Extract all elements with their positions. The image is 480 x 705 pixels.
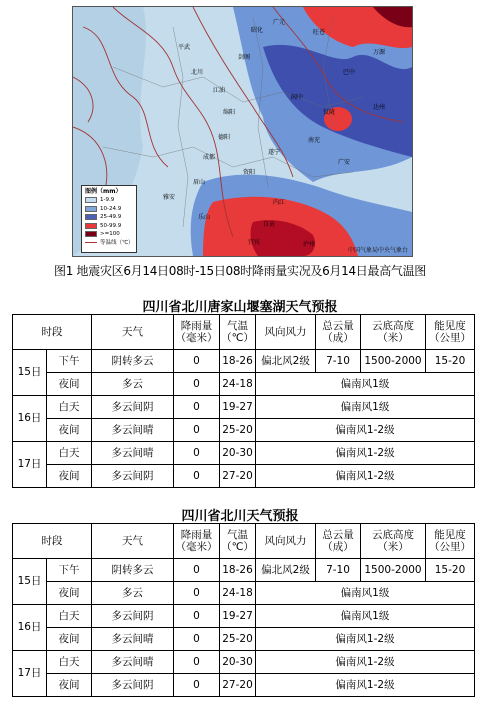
city-label: 江油	[213, 87, 226, 94]
temp-cell: 25-20	[220, 419, 256, 442]
table-title: 四川省北川唐家山堰塞湖天气预报	[142, 300, 338, 315]
wind-cell: 偏南风1级	[256, 396, 475, 419]
period-cell: 白天	[47, 442, 92, 465]
city-label: 绵阳	[223, 109, 236, 116]
period-cell: 夜间	[47, 465, 92, 488]
period-cell: 下午	[47, 350, 92, 373]
date-cell: 16日	[13, 396, 47, 442]
wind-cell: 偏南风1-2级	[256, 419, 475, 442]
city-label: 旺苍	[313, 29, 326, 36]
header-wind: 风向风力	[256, 524, 316, 559]
city-label: 仪陇	[323, 109, 336, 116]
table-row	[13, 559, 475, 582]
table-header-row	[13, 315, 475, 350]
wind-cell: 偏南风1级	[256, 605, 475, 628]
city-label: 内江	[273, 199, 286, 206]
table-row	[13, 419, 475, 442]
city-label: 广安	[338, 159, 351, 166]
header-visibility: 能见度（公里）	[426, 315, 475, 350]
cloud-base-cell: 1500-2000	[361, 350, 426, 373]
city-label: 成都	[203, 154, 216, 161]
temp-cell: 19-27	[220, 396, 256, 419]
figure-caption: 图1 地震灾区6月14日08时-15日08时降雨量实况及6月14日最高气温图	[54, 264, 426, 278]
table-row	[13, 605, 475, 628]
weather-cell: 多云间晴	[92, 628, 174, 651]
city-label: 资阳	[243, 169, 256, 176]
city-label: 昭化	[251, 27, 264, 34]
rain-cell: 0	[174, 605, 220, 628]
period-cell: 夜间	[47, 628, 92, 651]
table-title: 四川省北川天气预报	[181, 509, 299, 524]
cloud-base-cell: 1500-2000	[361, 559, 426, 582]
header-weather: 天气	[92, 524, 174, 559]
cloud-cell: 7-10	[316, 559, 361, 582]
table-row	[13, 651, 475, 674]
city-label: 达州	[373, 104, 386, 111]
rain-cell: 0	[174, 419, 220, 442]
period-cell: 夜间	[47, 419, 92, 442]
period-cell: 夜间	[47, 373, 92, 396]
rain-cell: 0	[174, 373, 220, 396]
table-row	[13, 396, 475, 419]
city-label: 平武	[178, 44, 191, 51]
forecast-table-tangjiashan	[12, 314, 475, 488]
header-cloud: 总云量（成）	[316, 315, 361, 350]
wind-cell: 偏南风1-2级	[256, 651, 475, 674]
temp-cell: 27-20	[220, 465, 256, 488]
header-cloud-base: 云底高度（米）	[361, 524, 426, 559]
temp-cell: 18-26	[220, 559, 256, 582]
weather-cell: 多云	[92, 582, 174, 605]
forecast-table-beichuan	[12, 523, 475, 697]
header-wind: 风向风力	[256, 315, 316, 350]
table-row	[13, 628, 475, 651]
temp-cell: 24-18	[220, 582, 256, 605]
city-label: 南充	[308, 137, 321, 144]
city-label: 自贡	[263, 221, 276, 228]
table-row	[13, 582, 475, 605]
table-header-row	[13, 524, 475, 559]
map-legend	[81, 185, 137, 253]
table-row	[13, 674, 475, 697]
city-label: 剑阁	[238, 54, 251, 61]
rainfall-map	[72, 6, 413, 257]
city-label: 广元	[273, 19, 286, 26]
city-label: 德阳	[218, 134, 231, 141]
rain-cell: 0	[174, 465, 220, 488]
period-cell: 白天	[47, 605, 92, 628]
header-cloud: 总云量（成）	[316, 524, 361, 559]
weather-cell: 阴转多云	[92, 559, 174, 582]
date-cell: 17日	[13, 442, 47, 488]
city-label: 宜宾	[248, 239, 261, 246]
map-credit: 中国气象局中央气象台	[347, 247, 408, 254]
table-row	[13, 373, 475, 396]
period-cell: 夜间	[47, 582, 92, 605]
temp-cell: 24-18	[220, 373, 256, 396]
rain-cell: 0	[174, 350, 220, 373]
rain-cell: 0	[174, 396, 220, 419]
weather-cell: 多云间晴	[92, 651, 174, 674]
city-label: 泸州	[303, 241, 316, 248]
wind-cell: 偏南风1级	[256, 582, 475, 605]
table-row	[13, 442, 475, 465]
wind-cell: 偏北风2级	[256, 559, 316, 582]
date-cell: 17日	[13, 651, 47, 697]
temp-cell: 20-30	[220, 651, 256, 674]
rain-cell: 0	[174, 442, 220, 465]
cloud-cell: 7-10	[316, 350, 361, 373]
header-temp: 气温（℃）	[220, 524, 256, 559]
header-rain: 降雨量（毫米）	[174, 315, 220, 350]
wind-cell: 偏南风1-2级	[256, 442, 475, 465]
visibility-cell: 15-20	[426, 559, 475, 582]
period-cell: 下午	[47, 559, 92, 582]
period-cell: 白天	[47, 396, 92, 419]
weather-cell: 多云间晴	[92, 419, 174, 442]
city-label: 万源	[373, 49, 386, 56]
wind-cell: 偏南风1-2级	[256, 465, 475, 488]
legend-item: 25-49.9	[85, 213, 133, 222]
table-row	[13, 465, 475, 488]
date-cell: 15日	[13, 559, 47, 605]
weather-cell: 多云	[92, 373, 174, 396]
period-cell: 白天	[47, 651, 92, 674]
header-rain: 降雨量（毫米）	[174, 524, 220, 559]
header-visibility: 能见度（公里）	[426, 524, 475, 559]
rain-cell: 0	[174, 651, 220, 674]
temp-cell: 20-30	[220, 442, 256, 465]
legend-item: >=100	[85, 230, 133, 239]
rain-cell: 0	[174, 582, 220, 605]
temp-cell: 25-20	[220, 628, 256, 651]
wind-cell: 偏北风2级	[256, 350, 316, 373]
temp-cell: 18-26	[220, 350, 256, 373]
weather-cell: 多云间阴	[92, 465, 174, 488]
wind-cell: 偏南风1-2级	[256, 628, 475, 651]
weather-cell: 多云间阴	[92, 396, 174, 419]
temp-cell: 19-27	[220, 605, 256, 628]
legend-item: 10-24.9	[85, 205, 133, 214]
date-cell: 16日	[13, 605, 47, 651]
city-label: 遂宁	[268, 149, 281, 156]
city-label: 雅安	[163, 194, 176, 201]
wind-cell: 偏南风1级	[256, 373, 475, 396]
city-label: 阆中	[291, 94, 304, 101]
city-label: 巴中	[343, 69, 356, 76]
legend-item: 1-9.9	[85, 196, 133, 205]
header-cloud-base: 云底高度（米）	[361, 315, 426, 350]
weather-cell: 多云间阴	[92, 605, 174, 628]
header-period: 时段	[13, 315, 92, 350]
city-label: 眉山	[193, 179, 206, 186]
header-period: 时段	[13, 524, 92, 559]
visibility-cell: 15-20	[426, 350, 475, 373]
city-label: 乐山	[198, 214, 211, 221]
weather-cell: 多云间阴	[92, 674, 174, 697]
date-cell: 15日	[13, 350, 47, 396]
legend-item: 50-99.9	[85, 222, 133, 231]
city-label: 北川	[191, 69, 204, 76]
legend-title: 图例（mm）	[85, 188, 122, 195]
header-temp: 气温（℃）	[220, 315, 256, 350]
rain-cell: 0	[174, 628, 220, 651]
rain-cell: 0	[174, 674, 220, 697]
legend-isotherm: 等温线（℃）	[85, 239, 133, 248]
table-row	[13, 350, 475, 373]
weather-cell: 阴转多云	[92, 350, 174, 373]
wind-cell: 偏南风1-2级	[256, 674, 475, 697]
temp-cell: 27-20	[220, 674, 256, 697]
rain-cell: 0	[174, 559, 220, 582]
period-cell: 夜间	[47, 674, 92, 697]
weather-cell: 多云间晴	[92, 442, 174, 465]
header-weather: 天气	[92, 315, 174, 350]
